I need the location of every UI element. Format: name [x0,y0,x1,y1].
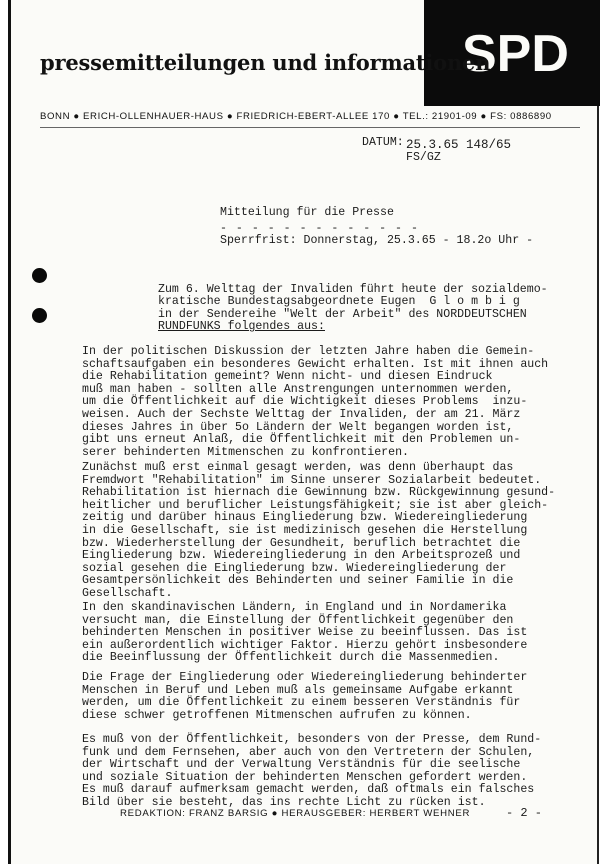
title-underline: - - - - - - - - - - - - - [220,222,419,235]
body-paragraph: Die Frage der Eingliederung oder Wiedereingliederung behinderter Menschen in Beruf und Leben muß als gemeinsame Aufgabe erkannt werden, um die Öffentlichkeit zu einem besseren Verständnis für diese schwer getroffenen Mitmenschen aufrufen zu können. [82,671,528,722]
embargo-line: Sperrfrist: Donnerstag, 25.3.65 - 18.2o Uhr - [220,234,534,247]
intro-line: in der Sendereihe "Welt der Arbeit" des NORDDEUTSCHEN [158,307,527,321]
reference-code: FS/GZ [406,151,441,164]
punch-hole-bottom [32,308,47,323]
intro-line: kratische Bundestagsabgeordnete Eugen G l o m b i g [158,295,520,309]
page-number: - 2 - [506,806,543,820]
body-paragraph: Es muß von der Öffentlichkeit, besonders von der Presse, dem Rund- funk und dem Fernsehen, aber auch von den Vertretern der Schulen, der Wirtschaft und der Verwaltung Verständnis für die seelische und soziale Situation der behinderten Menschen gefordert werden. Es muß darauf aufmerksam gemacht werden, daß oftmals ein falsches Bild über sie besteht, das ins rechte Licht zu rücken ist. [82,733,542,809]
body-paragraph: Zunächst muß erst einmal gesagt werden, was denn überhaupt das Fremdwort "Rehabilitation" im Sinne unserer Sozialarbeit bedeutet. Rehabilitation ist hiernach die Gewinnung bzw. Rückgewinnung gesund- heitlicher und beruflicher Leistungsfähigkeit; sie ist aber gleich- zeitig und darüber hinaus Eingliederung bzw. Wiedereingliederung in die Gesellschaft, sie ist medizinisch gesehen die Herstellung bzw. Wiederherstellung der Gesundheit, beruflich betrachtet die Eingliederung bzw. Wiedereingliederung in den Arbeitsprozeß und sozial gesehen die Eingliederung bzw. Wiedereingliederung der Gesamtpersönlichkeit des Behinderten und seiner Familie in die Gesellschaft. [82,461,556,600]
datum-label: DATUM: [362,136,404,149]
spd-logo: SPD [462,25,569,83]
intro-block [158,284,578,334]
address-line: BONN ● ERICH-OLLENHAUER-HAUS ● FRIEDRICH-EBERT-ALLEE 170 ● TEL.: 21901-09 ● FS: 0886890 [40,111,552,122]
datum-value: 25.3.65 148/65 [406,138,512,152]
page-title: Mitteilung für die Presse [220,206,394,219]
body-paragraph: In den skandinavischen Ländern, in England und in Nordamerika versucht man, die Einstellung der Öffentlichkeit gegenüber den behinderten Menschen in positiver Weise zu beeinflussen. Das ist ein außerordentlich wichtiger Faktor. Hierzu gehört insbesondere die Beeinflussung der Öffentlichkeit durch die Massenmedien. [82,601,528,665]
intro-line: Zum 6. Welttag der Invaliden führt heute der sozialdemo- [158,283,548,296]
punch-hole-top [32,268,47,283]
header-divider [40,127,580,128]
body-paragraph: In der politischen Diskussion der letzten Jahre haben die Gemein- schaftsaufgaben ein besonderes Gewicht erhalten. Ist mit ihnen auch die Rehabilitation gemeint? Wenn nicht- und diesen Eindruck muß man haben - sollten alle Anstrengungen unternommen werden, um die Öffentlichkeit auf die Wichtigkeit dieses Problems inzu- weisen. Auch der Sechste Welttag der Invaliden, der am 21. März dieses Jahres in über 5o Ländern der Welt begangen worden ist, gibt uns erneut Anlaß, die Öffentlichkeit mit den Problemen un- serer behinderten Mitmenschen zu konfrontieren. [82,345,549,459]
footer-credits: REDAKTION: FRANZ BARSIG ● HERAUSGEBER: HERBERT WEHNER [120,808,471,819]
intro-line: RUNDFUNKS folgendes aus: [158,320,325,334]
masthead-title: pressemitteilungen und informationen [40,50,491,75]
